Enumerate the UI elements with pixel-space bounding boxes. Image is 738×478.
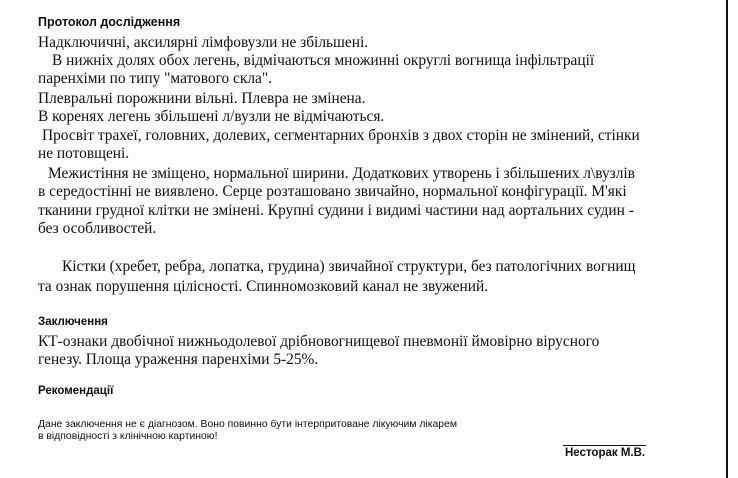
conclusion-line: КТ-ознаки двобічної нижньодолевої дрібновогнищевої пневмонії ймовірно вірусного [38, 333, 600, 350]
protocol-heading: Протокол дослідження [38, 15, 181, 29]
conclusion-line: генезу. Площа ураження паренхіми 5-25%. [38, 351, 319, 368]
protocol-line: не потовщені. [38, 145, 130, 162]
disclaimer-line: в відповідності з клінічною картиною! [38, 431, 218, 442]
protocol-line: Просвіт трахеї, головних, долевих, сегментарних бронхів з двох сторін не змінений, стінки [42, 127, 640, 144]
protocol-line: Кістки (хребет, ребра, лопатка, грудина) звичайної структури, без патологічних вогнищ [62, 258, 636, 275]
protocol-line: паренхіми по типу "матового скла". [38, 70, 272, 87]
protocol-line: та ознак порушення цілісності. Спинномозковий канал не звужений. [38, 278, 489, 295]
recommendations-heading: Рекомендації [38, 385, 114, 397]
protocol-line: в середостінні не виявлено. Серце розташовано звичайно, нормальної конфігурації. М'які [38, 183, 627, 200]
protocol-line: тканини грудної клітки не змінені. Крупні судини і видимі частини над аортальних судин - [38, 202, 634, 219]
protocol-line: В коренях легень збільшені л/вузли не відмічаються. [38, 108, 385, 125]
signature-name: Несторак М.В. [565, 447, 646, 459]
protocol-line: Надключичні, аксилярні лімфовузли не збільшені. [38, 34, 369, 51]
protocol-line: Плевральні порожнини вільні. Плевра не змінена. [38, 90, 366, 107]
conclusion-heading: Заключення [38, 316, 108, 328]
signature-line [563, 445, 646, 446]
protocol-line: В нижніх долях обох легень, відмічаються множинні округлі вогнища інфільтрації [52, 52, 595, 69]
page-edge-rule [726, 0, 728, 478]
disclaimer-line: Дане заключення не є діагнозом. Воно повинно бути інтерпритоване лікуючим лікарем [38, 419, 457, 430]
protocol-line: Межистіння не зміщено, нормальної ширини. Додаткових утворень і збільшених л\вузлів [48, 165, 635, 182]
protocol-line: без особливостей. [38, 220, 157, 237]
